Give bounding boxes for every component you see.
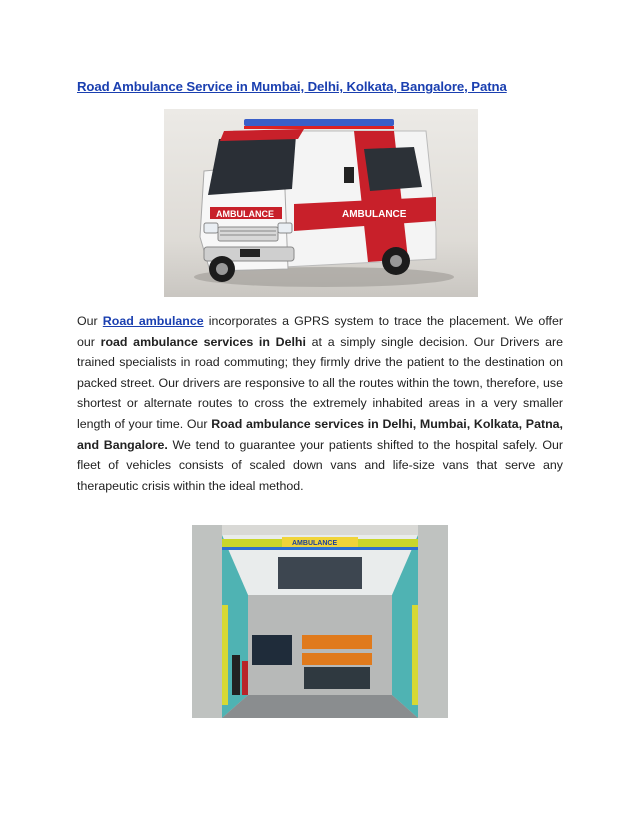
paragraph-text: incorporates a GPRS system to trace the placement. We offer our [77,314,563,349]
bold-phrase: road ambulance services in Delhi [100,334,306,349]
ambulance-exterior-photo [164,109,478,297]
van-hood-text: AMBULANCE [216,209,274,219]
paragraph-text: at a simply single decision. Our Drivers are trained specialists in road commuting; they firmly drive the patient to the destination on packed street. Our drivers are responsive to all the routes within the town, therefore, use shortest or alternate routes to cross the extremely inhabited areas in a very smaller length of your time. Our [77,334,563,431]
ambulance-interior-photo [192,525,448,718]
van-side-text: AMBULANCE [342,209,407,220]
bold-phrase: Road ambulance services in Delhi, Mumbai, Kolkata, Patna, and Bangalore. [77,416,563,452]
interior-sign-text: AMBULANCE [292,540,338,547]
road-ambulance-link[interactable]: Road ambulance [102,314,204,328]
paragraph-text: Our [77,314,103,328]
body-paragraph [77,311,563,496]
paragraph-text: We tend to guarantee your patients shifted to the hospital safely. Our fleet of vehicles consists of scaled down vans and life-size vans that serve any therapeutic crisis within the ideal method. [77,437,563,493]
page-title[interactable]: Road Ambulance Service in Mumbai, Delhi, Kolkata, Bangalore, Patna [77,79,507,94]
